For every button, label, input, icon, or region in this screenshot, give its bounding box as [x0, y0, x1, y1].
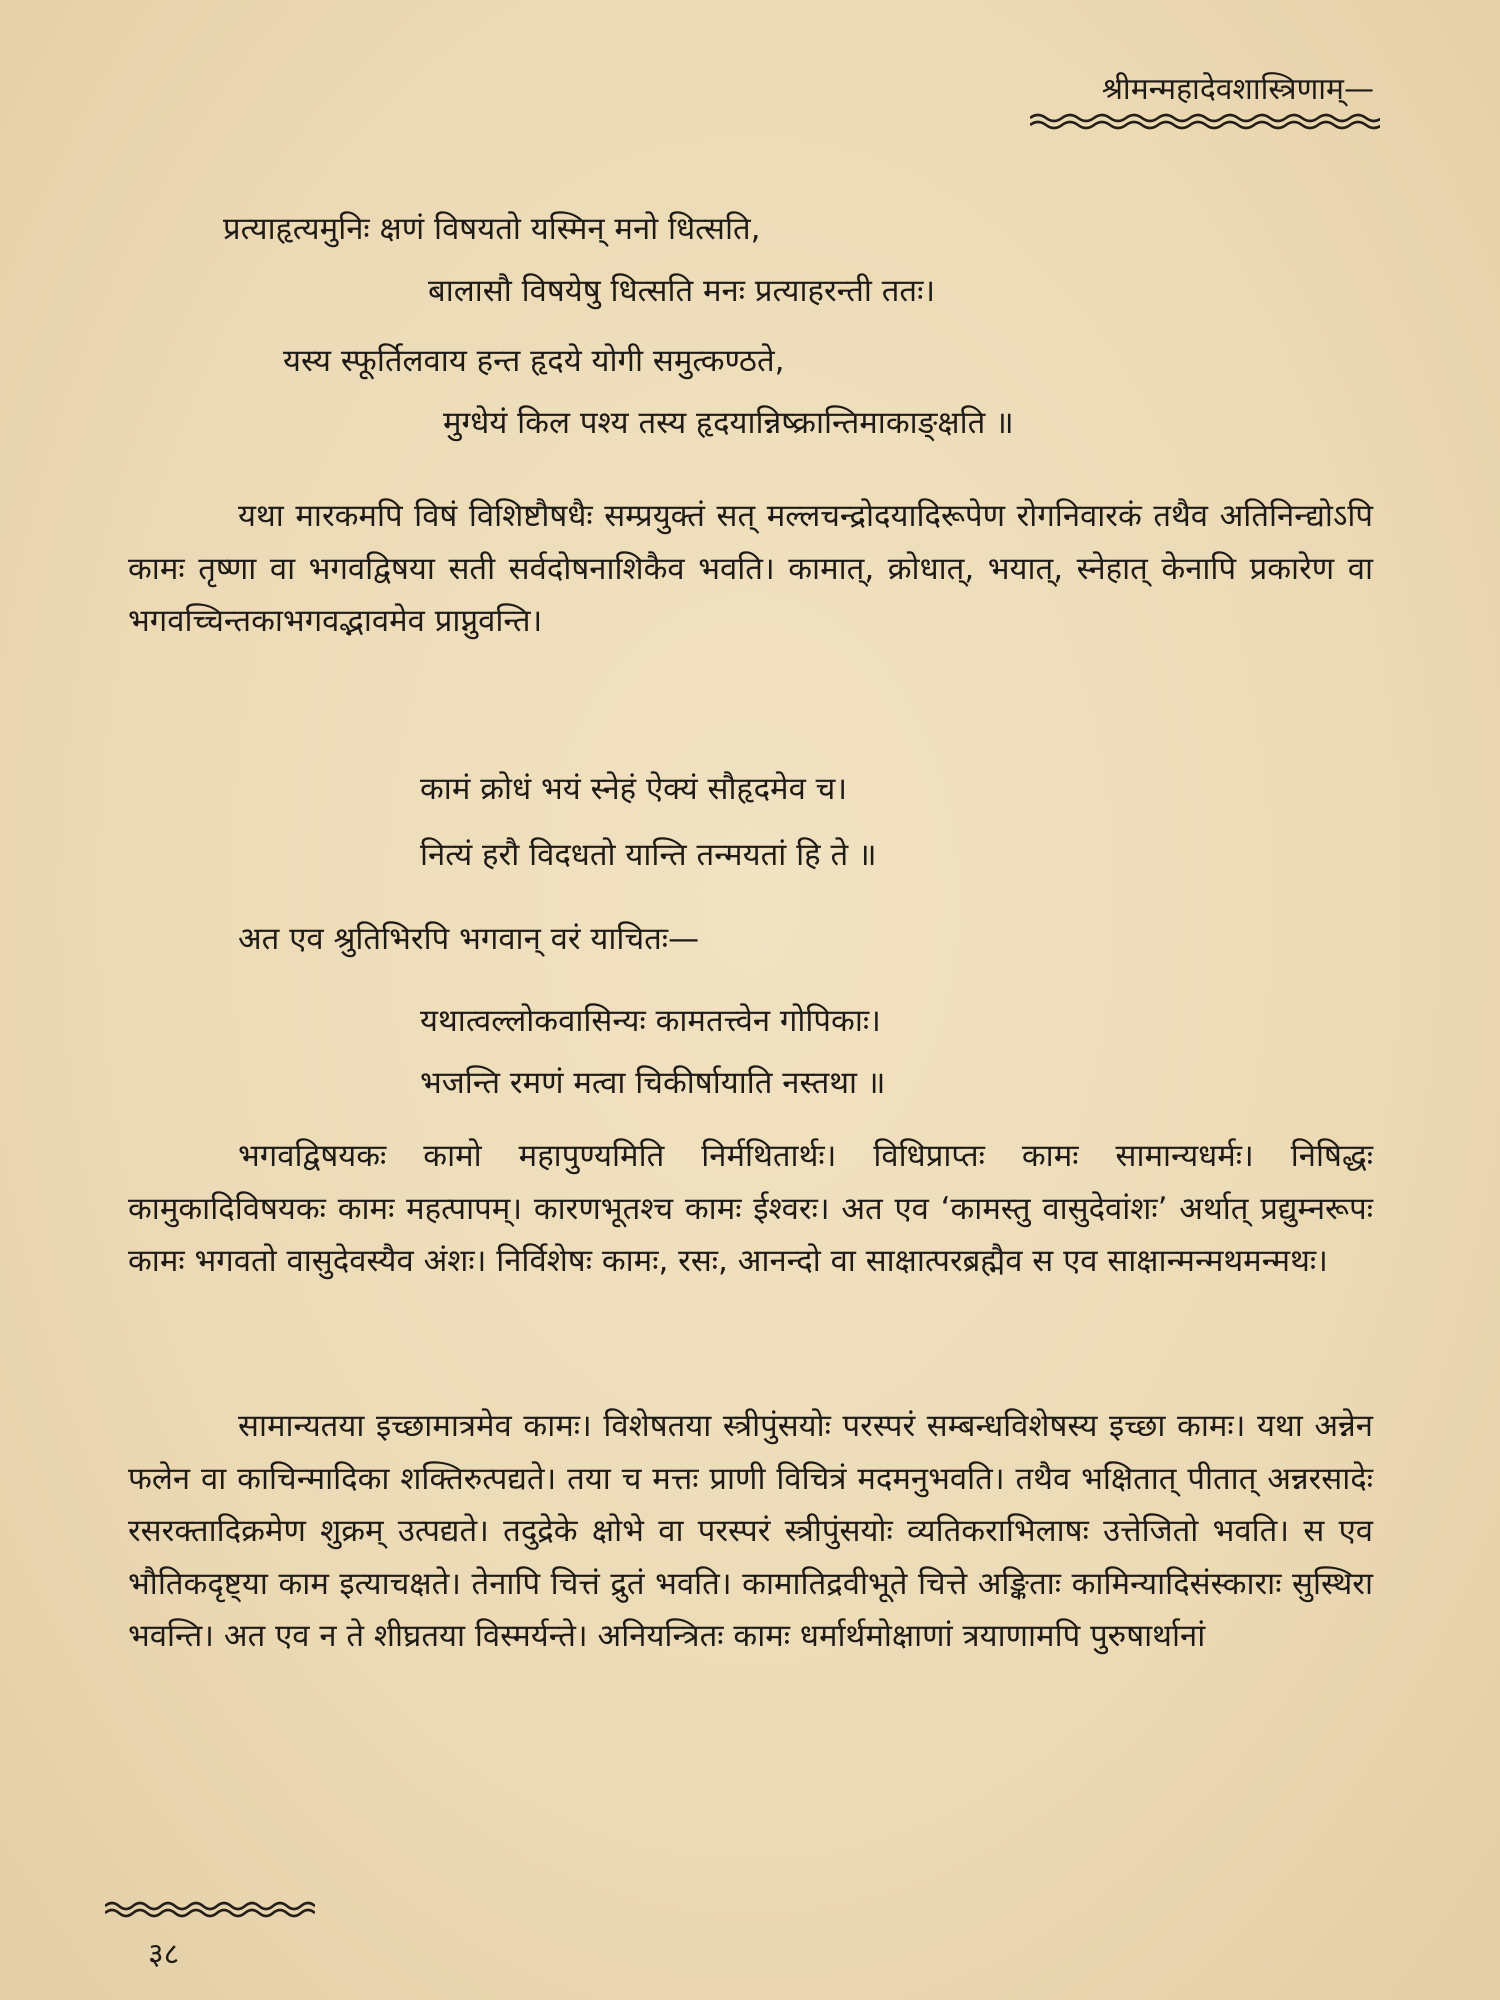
verse1-line3: यस्य स्फूर्तिलवाय हन्त हृदये योगी समुत्कण्ठते,: [283, 343, 785, 379]
paragraph-4: सामान्यतया इच्छामात्रमेव कामः। विशेषतया स्त्रीपुंसयोः परस्परं सम्बन्धविशेषस्य इच्छा कामः। यथा अन्नेन फलेन वा काचिन्मादिका शक्तिरुत्पद्यते। तया च मत्तः प्राणी विचित्रं मदमनुभवति। तथैव भक्षितात् पीतात् अन्नरसादेः रसरक्तादिक्रमेण शुक्रम् उत्पद्यते। तदुद्रेके क्षोभे वा परस्परं स्त्रीपुंसयोः व्यतिकराभिलाषः उत्तेजितो भवति। स एव भौतिकदृष्ट्या काम इत्याचक्षते। तेनापि चित्तं द्रुतं भवति। कामातिद्रवीभूते चित्ते अङ्किताः कामिन्यादिसंस्काराः सुस्थिरा भवन्ति। अत एव न ते शीघ्रतया विस्मर्यन्ते। अनियन्त्रितः कामः धर्मार्थमोक्षाणां त्रयाणामपि पुरुषार्थानां: [128, 1408, 1373, 1654]
header-wavy-rule: [1030, 112, 1380, 130]
verse1-line2: बालासौ विषयेषु धित्सति मनः प्रत्याहरन्ती ततः।: [428, 273, 936, 309]
page-number: ३८: [148, 1937, 180, 1972]
running-header: श्रीमन्महादेवशास्त्रिणाम्—: [1101, 72, 1374, 107]
verse2-line2: नित्यं हरौ विदधतो यान्ति तन्मयतां हि ते ॥: [420, 837, 877, 873]
verse2-line1: कामं क्रोधं भयं स्नेहं ऐक्यं सौहृदमेव च।: [420, 771, 848, 807]
verse3-line2: भजन्ति रमणं मत्वा चिकीर्षायाति नस्तथा ॥: [420, 1065, 886, 1101]
verse3-line1: यथात्वल्लोकवासिन्यः कामतत्त्वेन गोपिकाः।: [420, 1003, 881, 1039]
paragraph-1: यथा मारकमपि विषं विशिष्टौषधैः सम्प्रयुक्तं सत् मल्लचन्द्रोदयादिरूपेण रोगनिवारकं तथैव अतिनिन्द्योऽपि कामः तृष्णा वा भगवद्विषया सती सर्वदोषनाशिकैव भवति। कामात्, क्रोधात्, भयात्, स्नेहात् केनापि प्रकारेण वा भगवच्चिन्तकाभगवद्भावमेव प्राप्नुवन्ति।: [128, 498, 1373, 639]
verse1-line1: प्रत्याहृत्यमुनिः क्षणं विषयतो यस्मिन् मनो धित्सति,: [223, 211, 761, 247]
footer-wavy-rule: [105, 1900, 315, 1918]
paragraph-3: भगवद्विषयकः कामो महापुण्यमिति निर्मथितार्थः। विधिप्राप्तः कामः सामान्यधर्मः। निषिद्धः कामुकादिविषयकः कामः महत्पापम्। कारणभूतश्च कामः ईश्वरः। अत एव ‘कामस्तु वासुदेवांशः’ अर्थात् प्रद्युम्नरूपः कामः भगवतो वासुदेवस्यैव अंशः। निर्विशेषः कामः, रसः, आनन्दो वा साक्षात्परब्रह्मैव स एव साक्षान्मन्मथमन्मथः।: [128, 1138, 1373, 1279]
paragraph-2: अत एव श्रुतिभिरपि भगवान् वरं याचितः—: [238, 921, 700, 957]
verse1-line4: मुग्धेयं किल पश्य तस्य हृदयान्निष्क्रान्तिमाकाङ्क्षति ॥: [443, 405, 1014, 441]
